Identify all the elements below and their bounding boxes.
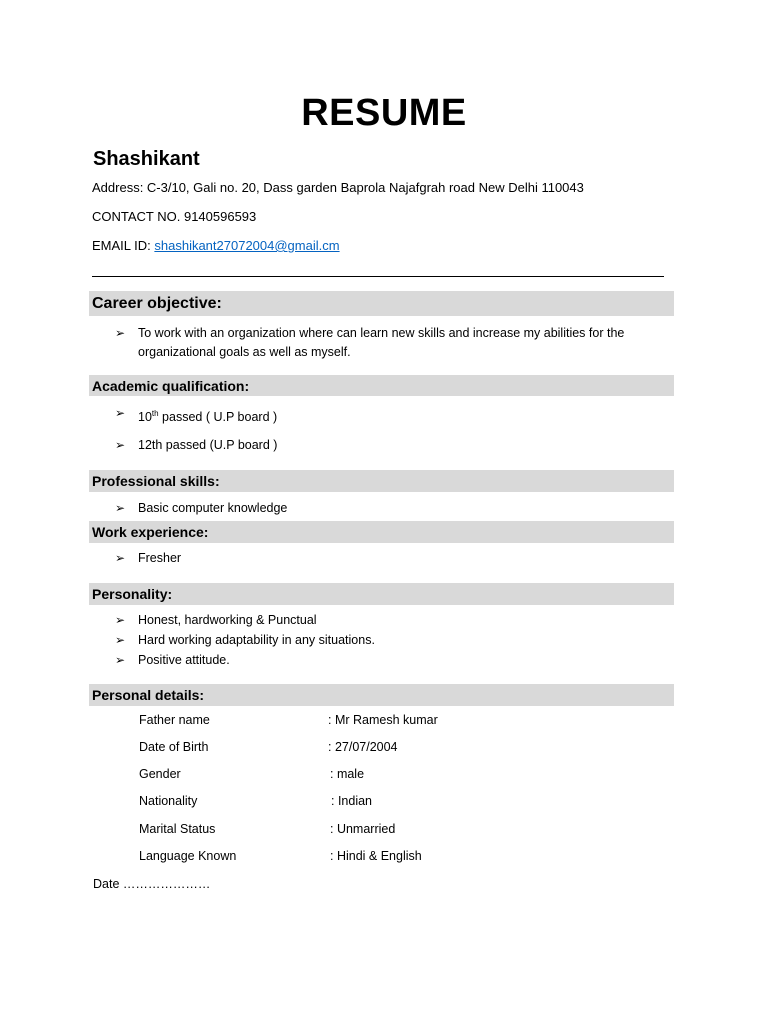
section-heading: Work experience: xyxy=(92,524,209,540)
bullet-text: Basic computer knowledge xyxy=(138,501,288,515)
list-item xyxy=(115,324,675,362)
email-link[interactable]: shashikant27072004@gmail.cm xyxy=(154,238,340,253)
section-heading: Academic qualification: xyxy=(92,377,250,394)
arrowhead-bullet-icon: ➢ xyxy=(115,438,126,452)
address-line: Address: C-3/10, Gali no. 20, Dass garden Baprola Najafgrah road New Delhi 110043 xyxy=(92,180,584,195)
detail-label: Father name xyxy=(139,713,210,727)
arrowhead-bullet-icon: ➢ xyxy=(115,613,126,627)
detail-label: Language Known xyxy=(139,849,237,863)
bullet-text: Fresher xyxy=(138,551,182,565)
detail-value: : Unmarried xyxy=(330,822,396,836)
bullet-text: Honest, hardworking & Punctual xyxy=(138,613,317,627)
bullet-text: 12th passed (U.P board ) xyxy=(138,438,278,452)
section-personality xyxy=(89,583,674,605)
email-label: EMAIL ID: xyxy=(92,238,155,253)
arrowhead-bullet-icon: ➢ xyxy=(115,326,126,340)
detail-label: Gender xyxy=(139,767,181,781)
list-item xyxy=(115,611,675,630)
date-line: Date ………………… xyxy=(93,877,211,891)
list-item xyxy=(115,651,675,670)
list-item xyxy=(115,549,675,568)
section-academic-qualification xyxy=(89,375,674,396)
section-heading: Career objective: xyxy=(92,294,222,312)
section-career-objective xyxy=(89,291,674,316)
detail-label: Date of Birth xyxy=(139,740,209,754)
document-title: RESUME xyxy=(301,92,467,134)
bullet-text: Positive attitude. xyxy=(138,653,230,667)
list-item xyxy=(115,631,675,650)
arrowhead-bullet-icon: ➢ xyxy=(115,501,126,515)
section-heading: Personality: xyxy=(92,586,173,602)
header-divider xyxy=(92,276,664,277)
section-professional-skills xyxy=(89,470,674,492)
bullet-text: Hard working adaptability in any situations. xyxy=(138,633,375,647)
arrowhead-bullet-icon: ➢ xyxy=(115,633,126,647)
email-line xyxy=(92,238,340,253)
detail-value: : Hindi & English xyxy=(330,849,422,863)
arrowhead-bullet-icon: ➢ xyxy=(115,653,126,667)
section-heading: Personal details: xyxy=(92,687,205,703)
arrowhead-bullet-icon: ➢ xyxy=(115,406,126,420)
detail-value: : Indian xyxy=(331,794,373,808)
section-personal-details xyxy=(89,684,674,706)
bullet-text: To work with an organization where can learn new skills and increase my abilities for the organizational goals as well as myself. xyxy=(138,326,625,359)
detail-value: : Mr Ramesh kumar xyxy=(328,713,438,727)
section-work-experience xyxy=(89,521,674,543)
list-item xyxy=(115,499,675,518)
detail-value: : male xyxy=(330,767,365,781)
bullet-text: 10th passed ( U.P board ) xyxy=(138,409,278,425)
detail-label: Marital Status xyxy=(139,822,216,836)
detail-label: Nationality xyxy=(139,794,198,808)
section-heading: Professional skills: xyxy=(92,473,220,489)
candidate-name: Shashikant xyxy=(93,148,200,170)
list-item xyxy=(115,404,675,427)
list-item xyxy=(115,436,675,455)
contact-line: CONTACT NO. 9140596593 xyxy=(92,209,257,224)
arrowhead-bullet-icon: ➢ xyxy=(115,551,126,565)
detail-value: : 27/07/2004 xyxy=(328,740,398,754)
